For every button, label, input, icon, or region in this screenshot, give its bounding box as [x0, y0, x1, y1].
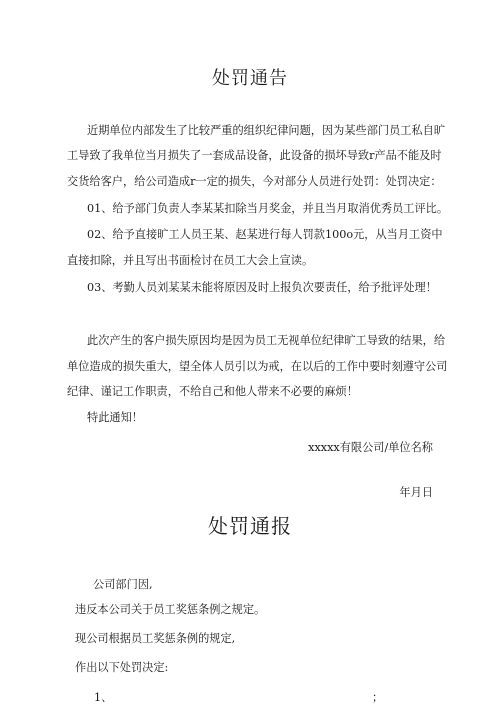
penalty-item-continued: 直接扣除，并且写出书面检讨在员工大会上宣读。: [67, 254, 314, 267]
date-line: 年月日: [399, 486, 433, 499]
item-number: 1、: [94, 691, 113, 704]
penalty-item: 01、给予部门负责人李某某扣除当月奖金，并且当月取消优秀员工评比。: [87, 202, 449, 215]
signature-line: xxxxx有限公司/单位名称: [308, 441, 433, 454]
notice-title: 处罚通报: [208, 514, 292, 538]
penalty-item: 02、给予直接旷工人员王某、赵某进行每人罚款100o元，从当月工资中: [87, 228, 443, 241]
notice-title: 处罚通告: [212, 68, 288, 89]
penalty-item: 03、考勤人员刘某某未能将原因及时上报负次要责任，给予批评处理！: [87, 281, 437, 294]
paragraph-line: 此次产生的客户损失原因均是因为员工无视单位纪律旷工导致的结果，给: [87, 334, 446, 347]
paragraph-line: 工导致了我单位当月损失了一套成品设备，此设备的损坏导致r产品不能及时: [67, 149, 442, 162]
closing-line: 特此通知！: [87, 411, 143, 424]
paragraph-line: 单位造成的损失重大，望全体人员引以为戒，在以后的工作中要时刻遵守公司: [67, 360, 448, 373]
notice-line: 现公司根据员工奖惩条例的规定,: [75, 632, 236, 645]
notice-line: 公司部门因,: [93, 578, 153, 591]
item-terminator: ；: [372, 691, 384, 704]
notice-line: 作出以下处罚决定:: [75, 661, 169, 674]
paragraph-line: 交货给客户，给公司造成r一定的损失，今对部分人员进行处罚：处罚决定：: [67, 175, 442, 188]
paragraph-line: 近期单位内部发生了比较严重的组织纪律问题，因为某些部门员工私自旷: [87, 124, 446, 137]
paragraph-line: 纪律、谨记工作职责，不给自己和他人带来不必要的麻烦！: [67, 385, 358, 398]
notice-line: 违反本公司关于员工奖惩条例之规定。: [75, 603, 266, 616]
